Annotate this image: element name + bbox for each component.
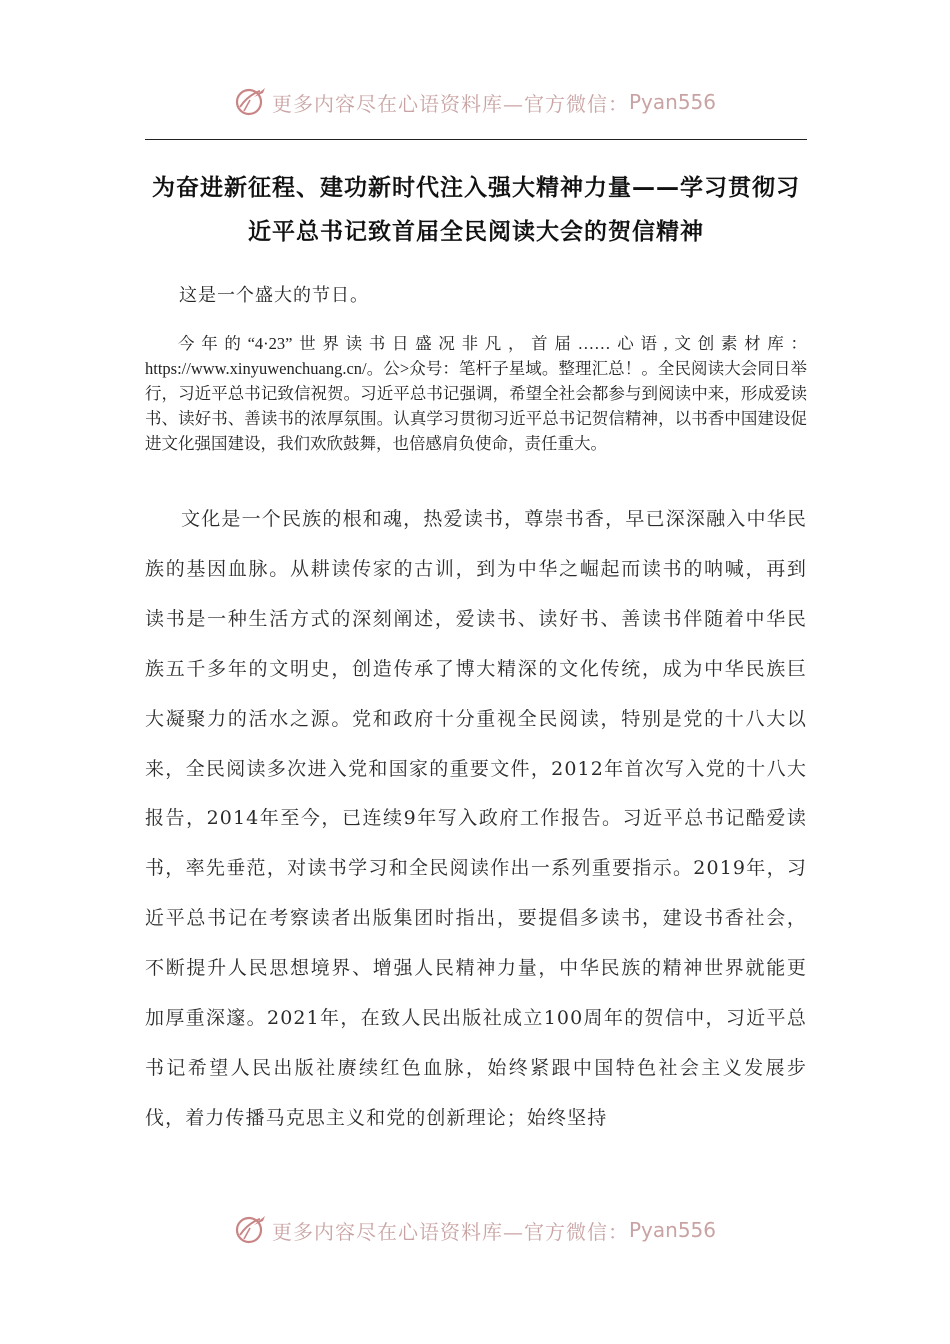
document-title: 为奋进新征程、建功新时代注入强大精神力量——学习贯彻习近平总书记致首届全民阅读大会的贺信精神 (152, 175, 800, 245)
banner-wechat-id: Pyan556 (628, 1218, 716, 1242)
intro-line: 这是一个盛大的节日。 (179, 285, 369, 306)
pen-logo-icon (234, 1213, 268, 1247)
header-divider (145, 139, 807, 140)
paragraph-1: 今年的“4·23”世界读书日盛况非凡，首届……心语,文创素材库：https://www.xinyuwenchuang.cn/。公>众号：笔杆子星域。整理汇总！。全民阅读大会同日举行，习近平总书记致信祝贺。习近平总书记强调，希望全社会都参与到阅读中来，形成爱读书、读好书、善读书的浓厚氛围。认真学习贯彻习近平总书记贺信精神，以书香中国建设促进文化强国建设，我们欢欣鼓舞，也倍感肩负使命，责任重大。 (145, 334, 807, 453)
banner-wechat-id: Pyan556 (628, 90, 716, 114)
paragraph-2: 文化是一个民族的根和魂，热爱读书，尊崇书香，早已深深融入中华民族的基因血脉。从耕读传家的古训，到为中华之崛起而读书的呐喊，再到读书是一种生活方式的深刻阐述，爱读书、读好书、善读书伴随着中华民族五千多年的文明史，创造传承了博大精深的文化传统，成为中华民族巨大凝聚力的活水之源。党和政府十分重视全民阅读，特别是党的十八大以来，全民阅读多次进入党和国家的重要文件，2012年首次写入党的十八大报告，2014年至今，已连续9年写入政府工作报告。习近平总书记酷爱读书，率先垂范，对读书学习和全民阅读作出一系列重要指示。2019年，习近平总书记在考察读者出版集团时指出，要提倡多读书，建设书香社会，不断提升人民思想境界、增强人民精神力量，中华民族的精神世界就能更加厚重深邃。2021年，在致人民出版社成立100周年的贺信中，习近平总书记希望人民出版社赓续红色血脉，始终紧跟中国特色社会主义发展步伐，着力传播马克思主义和党的创新理论；始终坚持 (145, 508, 807, 1129)
pen-logo-icon (234, 85, 268, 119)
banner-text: 更多内容尽在心语资料库—官方微信： (271, 91, 629, 116)
footer-banner (0, 1210, 950, 1250)
header-banner (0, 82, 950, 122)
banner-text: 更多内容尽在心语资料库—官方微信： (271, 1219, 629, 1244)
